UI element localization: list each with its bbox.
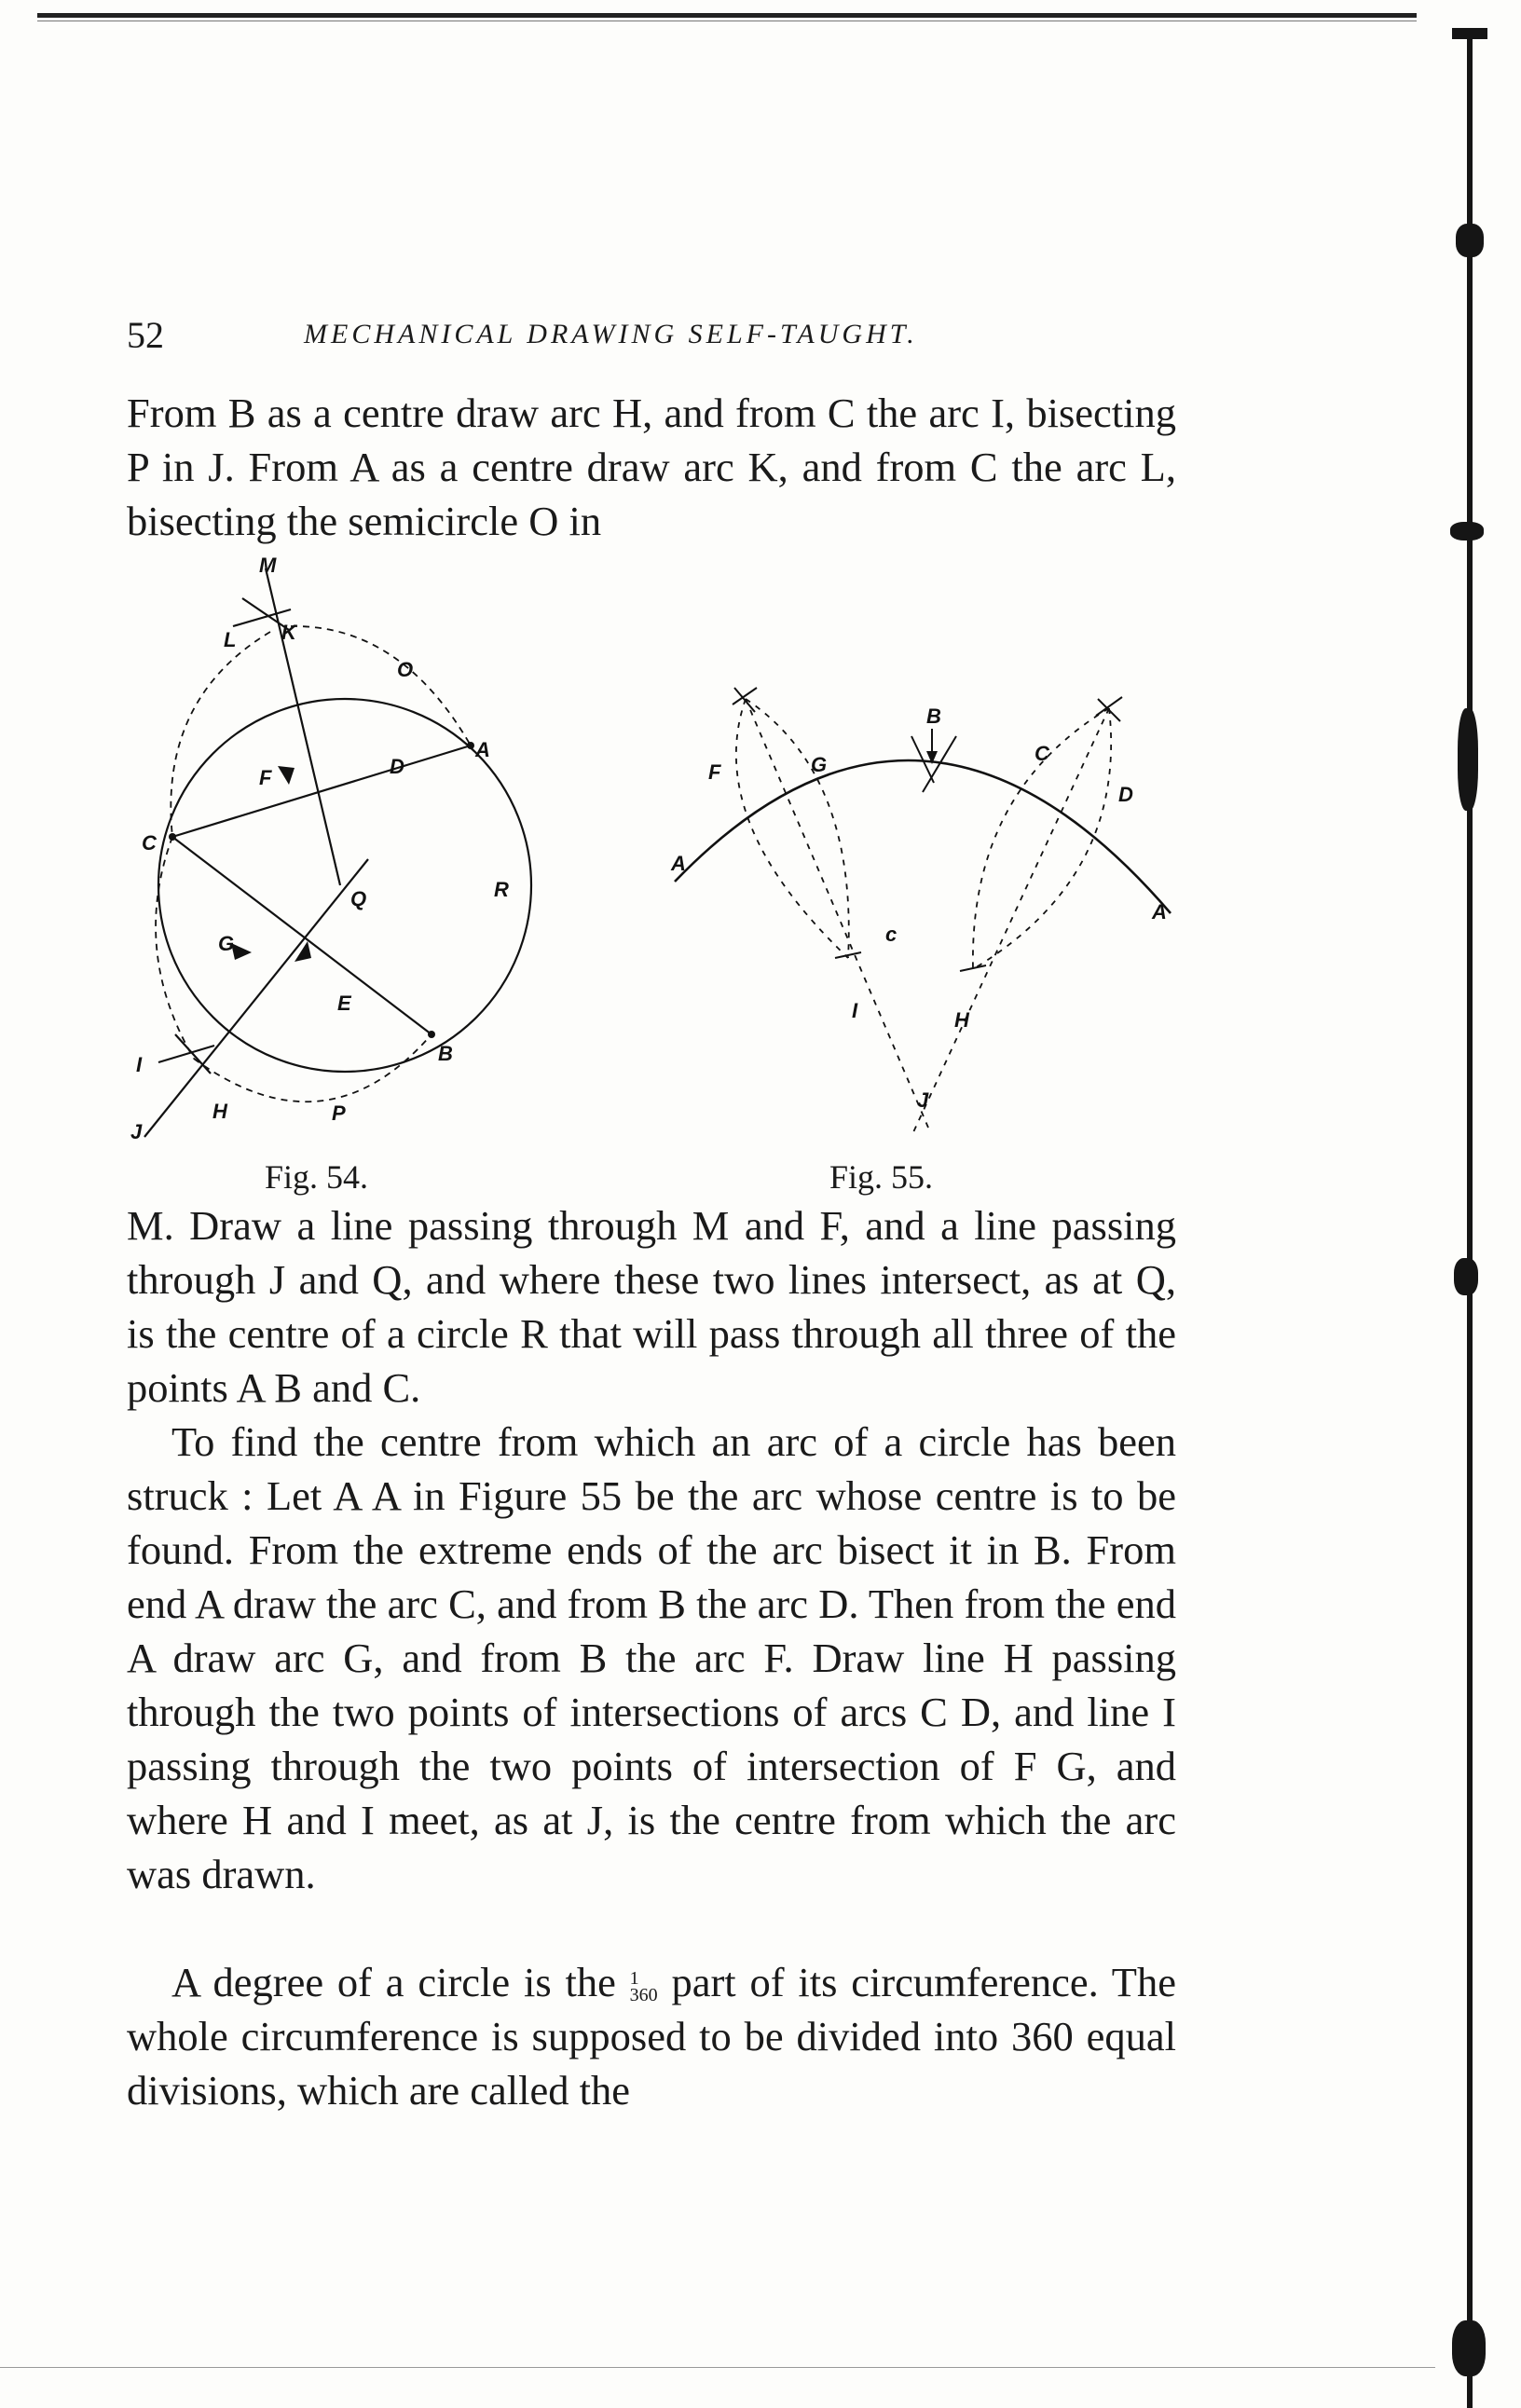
arc-g — [746, 699, 849, 958]
label-c: C — [1035, 742, 1049, 765]
running-title: MECHANICAL DRAWING SELF-TAUGHT. — [304, 319, 918, 349]
arc-f — [736, 699, 848, 958]
label-g: G — [218, 932, 235, 955]
caption-fig-54: Fig. 54. — [265, 1158, 369, 1196]
top-rule — [37, 13, 1417, 18]
label-f: F — [259, 766, 272, 789]
caption-fig-55: Fig. 55. — [829, 1158, 934, 1196]
degree-text-after: part of its circumference. The whole circumference is supposed to be divided into 360 equal divisions, which are called the — [127, 1959, 1176, 2114]
arc-i — [156, 837, 194, 1059]
label-d: D — [390, 755, 404, 778]
paragraph-1: From B as a centre draw arc H, and from C the arc I, bisecting P in J. From A as a centre draw arc K, and from C the arc L, bisecting the semicircle O in — [127, 390, 1176, 544]
chord-cb — [172, 837, 432, 1034]
arrow-f — [278, 766, 295, 785]
label-r: R — [494, 878, 509, 901]
label-d: D — [1118, 783, 1133, 806]
line-i — [746, 699, 928, 1128]
label-a: A — [475, 738, 490, 761]
line-mq — [266, 568, 340, 885]
fraction-numerator: 1 — [629, 1967, 639, 1989]
spine-mark — [1454, 1258, 1478, 1295]
label-o: O — [397, 658, 414, 681]
label-m: M — [259, 554, 277, 577]
arrow-g — [231, 943, 252, 960]
label-p: P — [332, 1101, 346, 1125]
arc-l — [171, 632, 270, 837]
label-g: G — [811, 753, 828, 776]
fraction-denominator: 360 — [629, 1984, 658, 2005]
paragraph-4 — [127, 1955, 1176, 2117]
arrow-j — [295, 941, 311, 962]
label-e: E — [337, 992, 351, 1015]
label-j: J — [130, 1120, 143, 1143]
label-a-left: A — [671, 852, 686, 875]
page-header — [127, 313, 1180, 360]
spine-mark — [1452, 2320, 1486, 2376]
paragraph-3: To find the centre from which an arc of a circle has been struck : Let A A in Figure 55 be the arc whose centre is to be found. From the extreme ends of the arc bisect it in B. From end A draw the arc C, and from B the arc D. Then from the end A draw arc G, and from B the arc F. Draw line H passing through the two points of intersections of arcs C D, and line I passing through the two points of intersection of F G, and where H and I meet, as at J, is the centre from which the arc was drawn. — [127, 1418, 1176, 1897]
label-b: B — [438, 1042, 453, 1065]
label-i: I — [852, 999, 858, 1022]
label-k: K — [281, 621, 296, 644]
label-j: J — [917, 1088, 929, 1112]
bottom-rule — [0, 2367, 1435, 2368]
paragraph-2: M. Draw a line passing through M and F, and a line passing through J and Q, and where these two lines intersect, as at Q, is the centre of a circle R that will pass through all three of the points A B and C. — [127, 1202, 1176, 1411]
degree-text-before: A degree of a circle is the — [171, 1959, 630, 2005]
label-i: I — [136, 1053, 143, 1076]
label-a-right: A — [1152, 900, 1167, 924]
label-f: F — [708, 760, 721, 784]
spine-mark — [1458, 708, 1478, 811]
spine-mark — [1450, 522, 1484, 540]
label-centre: c — [885, 923, 898, 946]
label-h: H — [212, 1100, 227, 1123]
book-spine-edge — [1467, 28, 1473, 2408]
label-c: C — [142, 831, 157, 855]
arc-aa — [675, 760, 1171, 913]
line-h — [913, 708, 1109, 1132]
page-number: 52 — [127, 314, 164, 356]
label-b: B — [926, 705, 941, 728]
label-h: H — [954, 1008, 969, 1032]
label-l: L — [224, 628, 237, 651]
figure-55 — [652, 662, 1184, 1156]
chord-ca — [172, 746, 471, 837]
label-q: Q — [350, 887, 367, 910]
fraction — [629, 1967, 658, 2005]
figure-54 — [121, 554, 550, 1156]
spine-mark — [1456, 224, 1484, 257]
